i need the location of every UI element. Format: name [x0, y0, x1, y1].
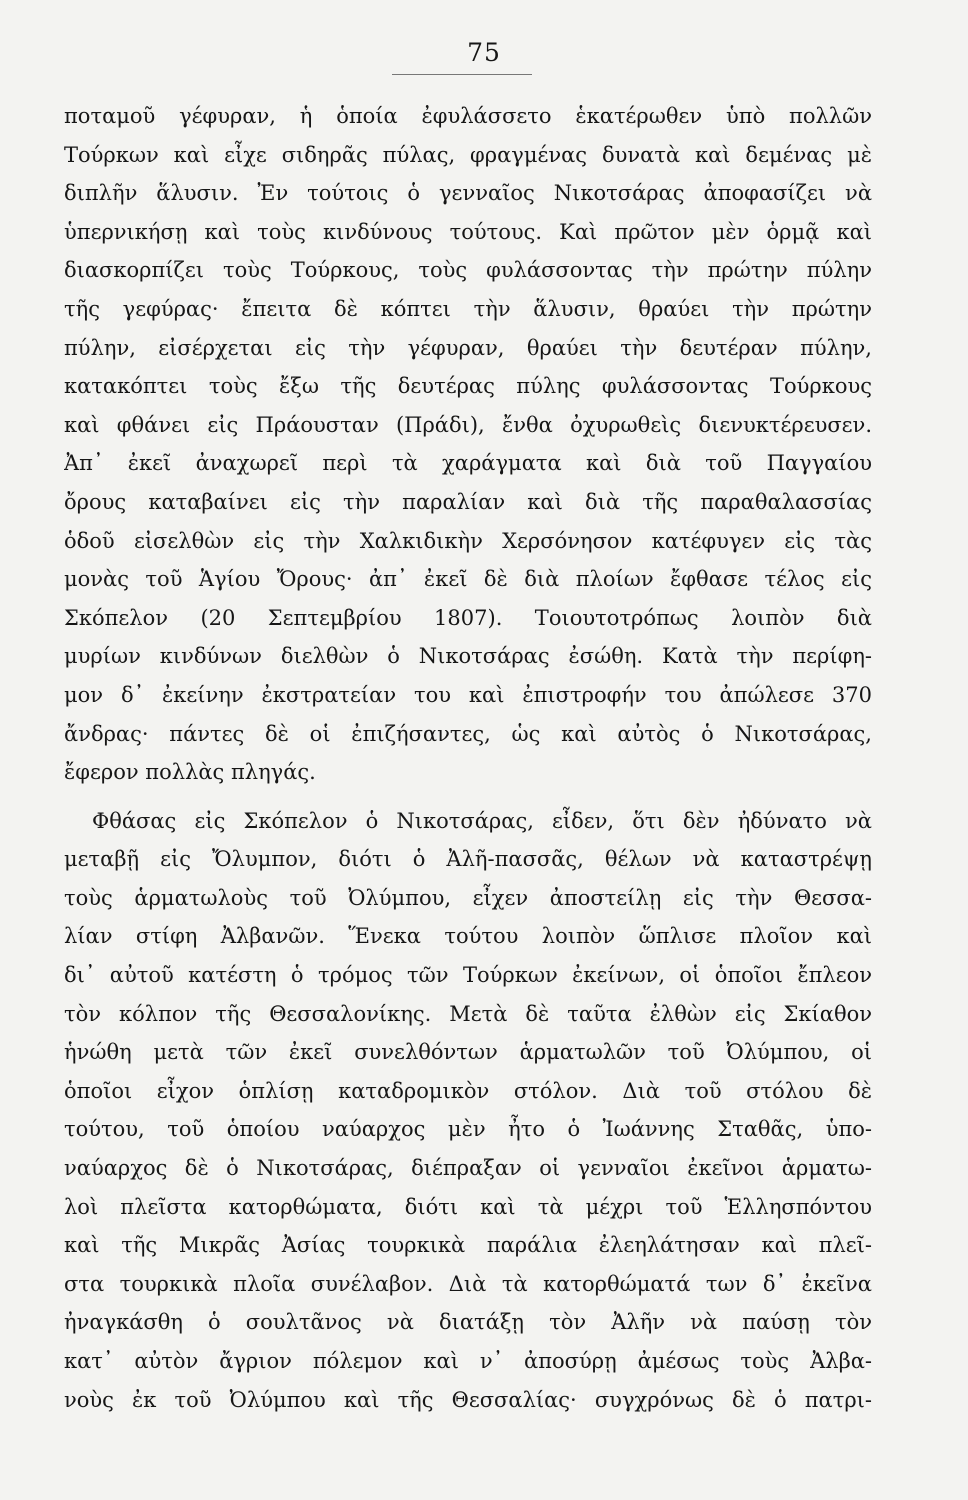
text-line: τούτου, τοῦ ὁποίου ναύαρχος μὲν ἦτο ὁ Ἰωάννης Σταθᾶς, ὑπο-	[64, 1117, 872, 1142]
text-line: στα τουρκικὰ πλοῖα συνέλαβον. Διὰ τὰ κατορθώματά των δ᾿ ἐκεῖνα	[64, 1271, 872, 1296]
text-line: ποταμοῦ γέφυραν, ἡ ὁποία ἐφυλάσσετο ἑκατέρωθεν ὑπὸ πολλῶν	[64, 104, 872, 128]
text-line: Φθάσας εἰς Σκόπελον ὁ Νικοτσάρας, εἶδεν, ὅτι δὲν ἠδύνατο νὰ	[92, 808, 872, 833]
text-line: πύλην, εἰσέρχεται εἰς τὴν γέφυραν, θραύει τὴν δευτέραν πύλην,	[64, 335, 872, 360]
text-line: διασκορπίζει τοὺς Τούρκους, τοὺς φυλάσσοντας τὴν πρώτην πύλην	[64, 258, 872, 283]
text-line: ὄρους καταβαίνει εἰς τὴν παραλίαν καὶ διὰ τῆς παραθαλασσίας	[64, 489, 872, 514]
text-line: μυρίων κινδύνων διελθὼν ὁ Νικοτσάρας ἐσώθη. Κατὰ τὴν περίφη-	[64, 644, 872, 669]
text-line: ὁποῖοι εἶχον ὁπλίσῃ καταδρομικὸν στόλον. Διὰ τοῦ στόλου δὲ	[64, 1078, 872, 1103]
text-line: λοὶ πλεῖστα κατορθώματα, διότι καὶ τὰ μέχρι τοῦ Ἑλλησπόντου	[64, 1194, 872, 1219]
text-line: ἠναγκάσθη ὁ σουλτᾶνος νὰ διατάξῃ τὸν Ἀλῆν νὰ παύσῃ τὸν	[64, 1310, 872, 1335]
text-line: ἔφερον πολλὰς πληγάς.	[64, 760, 316, 785]
text-line: νοὺς ἐκ τοῦ Ὀλύμπου καὶ τῆς Θεσσαλίας· συγχρόνως δὲ ὁ πατρι-	[64, 1387, 872, 1412]
text-line: τὸν κόλπον τῆς Θεσσαλονίκης. Μετὰ δὲ ταῦτα ἐλθὼν εἰς Σκίαθον	[64, 1001, 872, 1026]
text-line: καὶ φθάνει εἰς Πράουσταν (Πράδι), ἔνθα ὀχυρωθεὶς διενυκτέρευσεν.	[64, 412, 872, 437]
header-rule	[392, 74, 532, 75]
body-text	[64, 97, 872, 1419]
text-line: μον δ᾿ ἐκείνην ἐκστρατείαν του καὶ ἐπιστροφήν του ἀπώλεσε 370	[64, 682, 872, 707]
text-line: καὶ τῆς Μικρᾶς Ἀσίας τουρκικὰ παράλια ἐλεηλάτησαν καὶ πλεῖ-	[64, 1233, 872, 1258]
paragraph-1	[64, 97, 872, 792]
paragraph-gap	[64, 792, 872, 802]
text-line: κατ᾿ αὐτὸν ἄγριον πόλεμον καὶ ν᾿ ἀποσύρῃ ἀμέσως τοὺς Ἀλβα-	[64, 1349, 872, 1373]
text-line: ἄνδρας· πάντες δὲ οἱ ἐπιζήσαντες, ὡς καὶ αὐτὸς ὁ Νικοτσάρας,	[64, 721, 872, 746]
text-line: μονὰς τοῦ Ἁγίου Ὄρους· ἀπ᾿ ἐκεῖ δὲ διὰ πλοίων ἔφθασε τέλος εἰς	[64, 567, 872, 592]
text-line: ναύαρχος δὲ ὁ Νικοτσάρας, διέπραξαν οἱ γενναῖοι ἐκεῖνοι ἁρματω-	[64, 1156, 872, 1181]
text-line: Σκόπελον (20 Σεπτεμβρίου 1807). Τοιουτοτρόπως λοιπὸν διὰ	[64, 605, 872, 630]
text-line: τῆς γεφύρας· ἔπειτα δὲ κόπτει τὴν ἅλυσιν, θραύει τὴν πρώτην	[64, 296, 872, 321]
text-line: κατακόπτει τοὺς ἔξω τῆς δευτέρας πύλης φυλάσσοντας Τούρκους	[64, 374, 872, 399]
text-line: τοὺς ἁρματωλοὺς τοῦ Ὀλύμπου, εἶχεν ἀποστείλῃ εἰς τὴν Θεσσα-	[64, 885, 872, 910]
page-number: 75	[467, 38, 501, 67]
text-line: Τούρκων καὶ εἶχε σιδηρᾶς πύλας, φραγμένας δυνατὰ καὶ δεμένας μὲ	[64, 142, 872, 167]
text-line: ὑπερνικήσῃ καὶ τοὺς κινδύνους τούτους. Καὶ πρῶτον μὲν ὁρμᾷ καὶ	[64, 219, 872, 244]
text-line: λίαν στίφη Ἀλβανῶν. Ἕνεκα τούτου λοιπὸν ὥπλισε πλοῖον καὶ	[64, 924, 872, 949]
text-line: Ἀπ᾿ ἐκεῖ ἀναχωρεῖ περὶ τὰ χαράγματα καὶ διὰ τοῦ Παγγαίου	[64, 451, 872, 476]
text-line: διπλῆν ἅλυσιν. Ἐν τούτοις ὁ γενναῖος Νικοτσάρας ἀποφασίζει νὰ	[64, 181, 872, 206]
text-line: μεταβῇ εἰς Ὄλυμπον, διότι ὁ Ἀλῆ-πασσᾶς, θέλων νὰ καταστρέψῃ	[64, 847, 872, 872]
text-line: ὁδοῦ εἰσελθὼν εἰς τὴν Χαλκιδικὴν Χερσόνησον κατέφυγεν εἰς τὰς	[64, 528, 872, 553]
text-line: ἡνώθη μετὰ τῶν ἐκεῖ συνελθόντων ἁρματωλῶν τοῦ Ὀλύμπου, οἱ	[64, 1040, 872, 1065]
paragraph-2	[64, 802, 872, 1420]
text-line: δι᾿ αὐτοῦ κατέστη ὁ τρόμος τῶν Τούρκων ἐκείνων, οἱ ὁποῖοι ἔπλεον	[64, 963, 872, 988]
